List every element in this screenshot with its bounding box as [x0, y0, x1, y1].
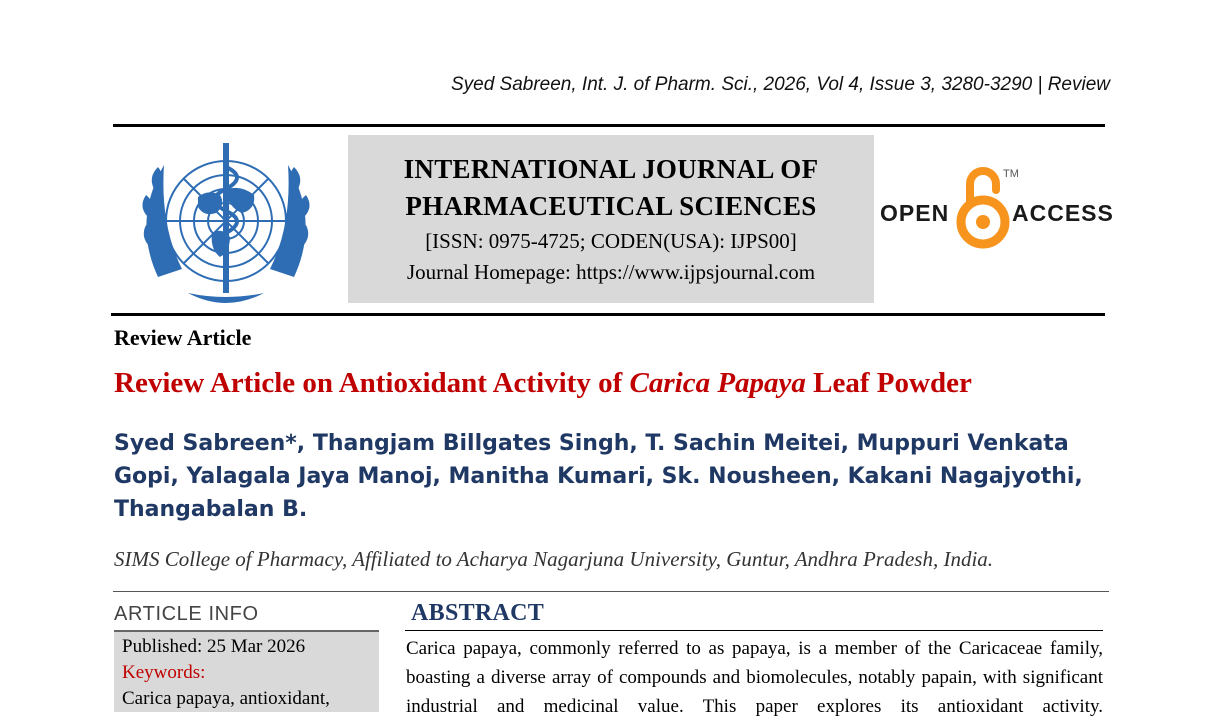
published-date: Published: 25 Mar 2026: [122, 636, 306, 657]
open-access-trademark: TM: [1003, 168, 1019, 180]
open-access-logo: [880, 166, 1114, 252]
journal-header-box: [348, 135, 874, 303]
author-affiliation: SIMS College of Pharmacy, Affiliated to Acharya Nagarjuna University, Guntur, Andhra Pradesh, India.: [114, 547, 994, 571]
article-title: Review Article on Antioxidant Activity of Carica Papaya Leaf Powder: [114, 367, 972, 399]
abstract-heading: ABSTRACT: [411, 600, 545, 626]
author-list: Syed Sabreen*, Thangjam Billgates Singh, T. Sachin Meitei, Muppuri Venkata Gopi, Yalagala Jaya Manoj, Manitha Kumari, Sk. Nousheen, Kakani Nagajyothi, Thangabalan B.: [114, 431, 1083, 522]
section-divider: [113, 591, 1109, 592]
abstract-text: Carica papaya, commonly referred to as papaya, is a member of the Caricaceae family, boasting a diverse array of compounds and biomolecules, notably papain, with significant industrial and medicinal value. This paper explores its antioxidant activity.: [406, 638, 1103, 717]
journal-homepage[interactable]: Journal Homepage: https://www.ijpsjournal.com: [406, 260, 816, 284]
journal-issn: [ISSN: 0975-4725; CODEN(USA): IJPS00]: [425, 229, 797, 253]
un-emblem-logo: [128, 137, 324, 305]
open-access-open-text: OPEN: [880, 200, 950, 226]
keywords-value: Carica papaya, antioxidant,: [122, 688, 330, 709]
article-info-box: [114, 630, 379, 712]
header-bottom-rule: [111, 313, 1105, 316]
open-access-lock-icon: [956, 166, 1010, 250]
article-info-heading: ARTICLE INFO: [114, 603, 259, 625]
article-type: Review Article: [114, 325, 252, 350]
running-citation: Syed Sabreen, Int. J. of Pharm. Sci., 2026, Vol 4, Issue 3, 3280-3290 | Review: [450, 74, 1110, 95]
keywords-label: Keywords:: [122, 662, 206, 683]
header-top-rule: [113, 124, 1105, 127]
journal-name: INTERNATIONAL JOURNAL OF PHARMACEUTICAL SCIENCES: [403, 154, 819, 221]
open-access-access-text: ACCESS: [1012, 200, 1114, 226]
abstract-rule: [405, 630, 1103, 631]
